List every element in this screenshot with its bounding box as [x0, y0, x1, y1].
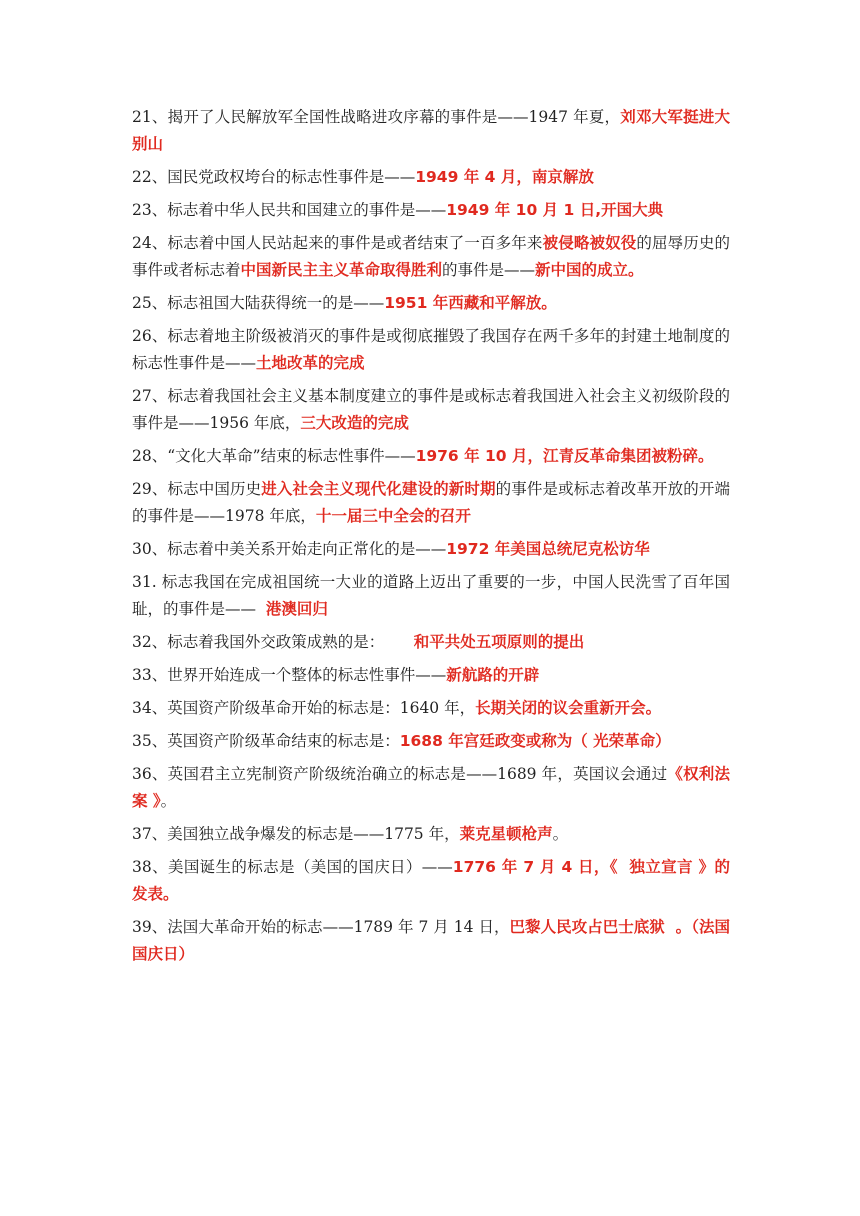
item-text: 39、法国大革命开始的标志——1789 年 7 月 14 日， [132, 918, 510, 936]
item-text: 的事件是或标志着改革开放的开端的事件是——1978 年底， [132, 480, 730, 525]
item-text: 35、英国资产阶级革命结束的标志是： [132, 732, 400, 750]
item-text: 37、美国独立战争爆发的标志是——1775 年， [132, 825, 460, 843]
item-answer: 1976 年 10 月，江青反革命集团被粉碎。 [415, 447, 714, 465]
list-item [132, 443, 730, 470]
list-item [132, 569, 730, 623]
list-item [132, 728, 730, 755]
item-text: 26、标志着地主阶级被消灭的事件是或彻底摧毁了我国存在两千多年的封建土地制度的标志性事件是—— [132, 327, 730, 372]
list-item [132, 476, 730, 530]
question-list [132, 104, 730, 974]
item-text: 28、“文化大革命”结束的标志性事件—— [132, 447, 416, 465]
item-answer: 中国新民主主义革命取得胜利 [240, 261, 443, 279]
item-text: 33、世界开始连成一个整体的标志性事件—— [132, 666, 447, 684]
list-item [132, 536, 730, 563]
item-answer: 1972 年美国总统尼克松访华 [446, 540, 650, 558]
item-answer: 十一届三中全会的召开 [315, 507, 471, 525]
item-answer: 进入社会主义现代化建设的新时期 [261, 480, 496, 498]
item-answer: 1949 年 4 月，南京解放 [415, 168, 594, 186]
item-text: 27、标志着我国社会主义基本制度建立的事件是或标志着我国进入社会主义初级阶段的事件是——1956 年底， [132, 387, 730, 432]
item-text: 。 [160, 792, 177, 810]
list-item [132, 662, 730, 689]
item-answer: 巴黎人民攻占巴士底狱 。（法国国庆日） [132, 918, 731, 963]
item-answer: 1688 年宫廷政变或称为（ 光荣革命） [399, 732, 671, 750]
item-answer: 1951 年西藏和平解放。 [384, 294, 557, 312]
item-text: 32、标志着我国外交政策成熟的是： [132, 633, 414, 651]
list-item [132, 914, 730, 968]
list-item [132, 629, 730, 656]
item-answer: 三大改造的完成 [300, 414, 409, 432]
item-text: 。 [552, 825, 569, 843]
list-item [132, 854, 730, 908]
list-item [132, 383, 730, 437]
item-answer: 刘邓大军挺进大别山 [132, 108, 730, 153]
item-text: 34、英国资产阶级革命开始的标志是：1640 年， [132, 699, 476, 717]
item-text: 29、标志中国历史 [132, 480, 262, 498]
list-item [132, 323, 730, 377]
item-text: 30、标志着中美关系开始走向正常化的是—— [132, 540, 447, 558]
item-text: 38、美国诞生的标志是（美国的国庆日）—— [132, 858, 453, 876]
list-item [132, 821, 730, 848]
item-answer: 和平共处五项原则的提出 [413, 633, 585, 651]
item-text: 21、揭开了人民解放军全国性战略进攻序幕的事件是——1947 年夏， [132, 108, 621, 126]
list-item [132, 761, 730, 815]
item-answer: 1949 年 10 月 1 日,开国大典 [446, 201, 664, 219]
item-text: 31. 标志我国在完成祖国统一大业的道路上迈出了重要的一步，中国人民洗雪了百年国耻，的事件是—— [132, 573, 730, 618]
item-text: 的屈辱历史的事件或者标志着 [132, 234, 730, 279]
item-answer: 1776 年 7 月 4 日，《 独立宣言 》的发表。 [132, 858, 730, 903]
list-item [132, 695, 730, 722]
list-item [132, 197, 730, 224]
item-answer: 《权利法案 》 [132, 765, 730, 810]
item-answer: 新航路的开辟 [446, 666, 540, 684]
item-text: 22、国民党政权垮台的标志性事件是—— [132, 168, 416, 186]
item-text: 的事件是—— [442, 261, 536, 279]
list-item [132, 290, 730, 317]
item-text: 25、标志祖国大陆获得统一的是—— [132, 294, 385, 312]
item-text: 24、标志着中国人民站起来的事件是或者结束了一百多年来 [132, 234, 543, 252]
item-answer: 新中国的成立。 [535, 261, 644, 279]
list-item [132, 104, 730, 158]
item-text: 23、标志着中华人民共和国建立的事件是—— [132, 201, 447, 219]
list-item [132, 164, 730, 191]
item-answer: 长期关闭的议会重新开会。 [475, 699, 662, 717]
item-text: 36、英国君主立宪制资产阶级统治确立的标志是——1689 年，英国议会通过 [132, 765, 668, 783]
item-answer: 莱克星顿枪声 [459, 825, 553, 843]
item-answer: 被侵略被奴役 [542, 234, 637, 252]
item-answer: 港澳回归 [265, 600, 328, 618]
item-answer: 土地改革的完成 [256, 354, 365, 372]
list-item [132, 230, 730, 284]
